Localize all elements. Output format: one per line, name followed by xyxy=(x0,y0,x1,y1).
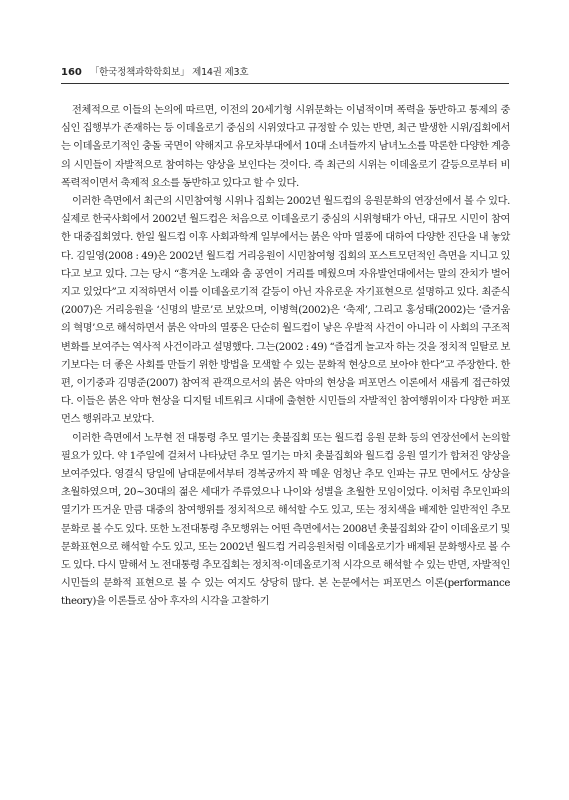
journal-title: 「한국정책과학학회보」 제14권 제3호 xyxy=(89,67,249,78)
paragraph-2: 이러한 측면에서 최근의 시민참여형 시위나 집회는 2002년 월드컵의 응원문화의 연장선에서 볼 수 있다. 실제로 한국사회에서 2002년 월드컵은 처음으로 이데올로기 중심의 시위형태가 아닌, 대규모 시민이 참여한 대중집회였다. 한일 월드컵 이후 사회과학계 일부에서는 붉은 악마 열풍에 대하여 다양한 진단을 내 놓았다. 김일영(2008 : 49)은 2002년 월드컵 거리응원이 시민참여형 집회의 포스트모던적인 측면을 지니고 있다고 보고 있다. 그는 당시 “흥겨운 노래와 춤 공연이 거리를 메웠으며 자유발언대에서는 말의 잔치가 벌어지고 있었다”고 지적하면서 이를 이데올로기적 갈등이 아닌 자유로운 자기표현으로 설명하고 있다. 최준식(2007)은 거리응원을 ‘신명의 발로’로 보았으며, 이병혁(2002)은 ‘축제’, 그리고 홍성태(2002)는 ‘즐거움의 혁명’으로 해석하면서 붉은 악마의 열풍은 단순히 월드컵이 낳은 우발적 사건이 아니라 이 사회의 구조적 변화를 보여주는 역사적 사건이라고 설명했다. 그는(2002 : 49) “즐겁게 놀고자 하는 것을 정치적 일탈로 보기보다는 더 좋은 사회를 만들기 위한 방법을 모색할 수 있는 문화적 현상으로 보아야 한다”고 주장한다. 한편, 이기중과 김명준(2007) 참여적 관객으로서의 붉은 악마의 현상을 퍼포먼스 이론에서 새롭게 접근하였다. 이들은 붉은 악마 현상을 디지털 네트워크 시대에 출현한 시민들의 자발적인 참여행위이자 다양한 퍼포먼스 행위라고 보았다. xyxy=(61,196,510,426)
paragraph-3: 이러한 측면에서 노무현 전 대통령 추모 열기는 촛불집회 또는 월드컵 응원 문화 등의 연장선에서 논의할 필요가 있다. 약 1주일에 걸쳐서 나타났던 추모 열기는 마치 촛불집회와 월드컵 응원 열기가 합쳐진 양상을 보여주었다. 영결식 당일에 남대문에서부터 경복궁까지 꽉 메운 엄청난 추모 인파는 규모 면에서도 상상을 초월하였으며, 20~30대의 젊은 세대가 주류였으나 나이와 성별을 초월한 모임이었다. 이처럼 추모인파의 열기가 뜨거운 만큼 대중의 참여행위를 정치적으로 해석할 수도 있고, 또는 정치색을 배제한 일반적인 추모문화로 볼 수도 있다. 또한 노전대통령 추모행위는 어떤 측면에서는 2008년 촛불집회와 같이 이데올로기 및 문화표현으로 해석할 수도 있고, 또는 2002년 월드컵 거리응원처럼 이데올로기가 배제된 문화행사로 볼 수도 있다. 다시 말해서 노 전대통령 추모집회는 정치적·이데올로기적 시각으로 해석할 수 있는 반면, 자발적인 시민들의 문화적 표현으로 볼 수 있는 여지도 상당히 많다. 본 논문에서는 퍼포먼스 이론(performance theory)을 이론틀로 삼아 후자의 시각을 고찰하기 xyxy=(61,432,510,608)
running-header xyxy=(61,64,509,84)
body-text xyxy=(61,102,510,612)
header-rule xyxy=(61,83,509,84)
paragraph-1: 전체적으로 이들의 논의에 따르면, 이전의 20세기형 시위문화는 이념적이며 폭력을 동반하고 통제의 중심인 집행부가 존재하는 등 이데올로기 중심의 시위였다고 규정할 수 있는 반면, 최근 발생한 시위/집회에서는 이데올로기적인 충돌 국면이 약해지고 유모차부대에서 10대 소녀들까지 남녀노소를 막론한 다양한 계층의 시민들이 자발적으로 참여하는 양상을 보인다는 것이다. 즉 최근의 시위는 이데올로기 갈등으로부터 비폭력적이면서 축제적 요소를 동반하고 있다고 할 수 있다. xyxy=(61,105,510,189)
page-number: 160 xyxy=(61,67,82,78)
